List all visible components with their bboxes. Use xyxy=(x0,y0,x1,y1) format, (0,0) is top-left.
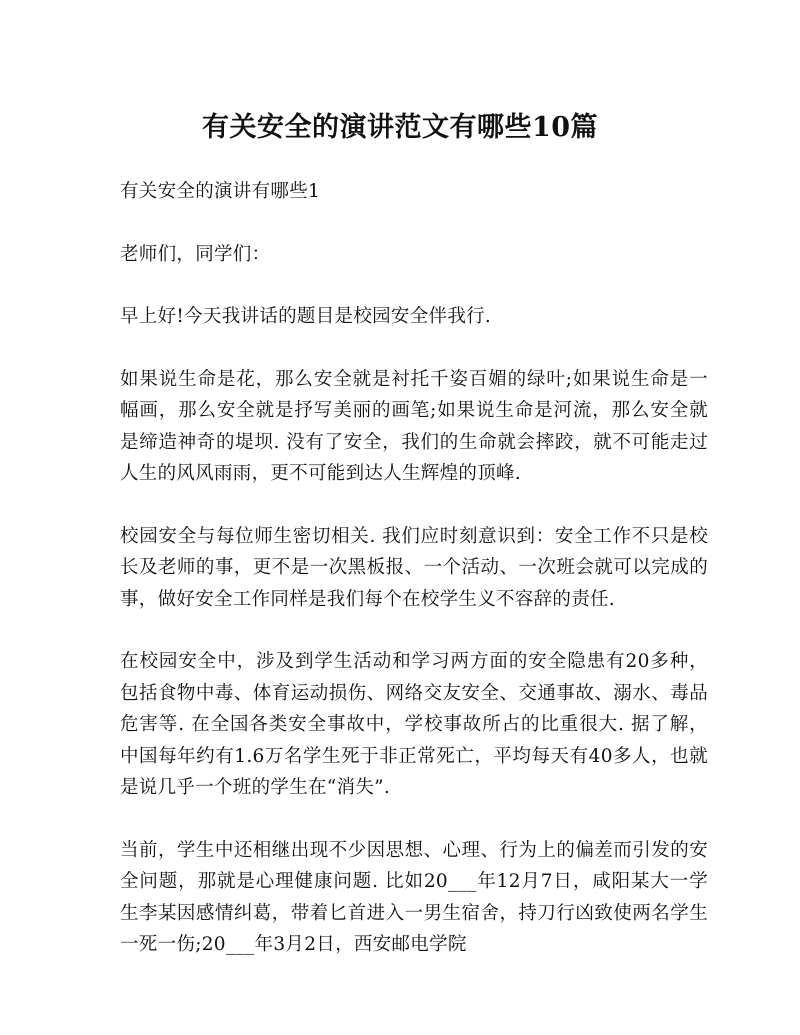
body-paragraph: 校园安全与每位师生密切相关. 我们应时刻意识到：安全工作不只是校长及老师的事，更不是一次黑板报、一个活动、一次班会就可以完成的事，做好安全工作同样是我们每个在校学生义不容辞的责任. xyxy=(120,525,708,610)
body-paragraph: 当前，学生中还相继出现不少因思想、心理、行为上的偏差而引发的安全问题，那就是心理健康问题. 比如20___年12月7日，咸阳某大一学生李某因感情纠葛，带着匕首进入一男生宿舍，持刀行凶致使两名学生一死一伤;20___年3月2日，西安邮电学院 xyxy=(120,839,708,955)
body-paragraph: 在校园安全中，涉及到学生活动和学习两方面的安全隐患有20多种，包括食物中毒、体育运动损伤、网络交友安全、交通事故、溺水、毒品危害等. 在全国各类安全事故中，学校事故所占的比重很大. 据了解，中国每年约有1.6万名学生死于非正常死亡，平均每天有40多人，也就是说几乎一个班的学生在“消失”. xyxy=(120,651,708,798)
greeting-paragraph: 早上好!今天我讲话的题目是校园安全伴我行. xyxy=(120,306,492,327)
document-body xyxy=(120,176,708,992)
salutation-paragraph: 老师们，同学们： xyxy=(120,243,271,265)
body-paragraph: 如果说生命是花，那么安全就是衬托千姿百媚的绿叶;如果说生命是一幅画，那么安全就是抒写美丽的画笔;如果说生命是河流，那么安全就是缔造神奇的堤坝. 没有了安全，我们的生命就会摔跤，就不可能走过人生的风风雨雨，更不可能到达人生辉煌的顶峰. xyxy=(120,368,708,484)
section-heading: 有关安全的演讲有哪些1 xyxy=(120,181,321,202)
document-title: 有关安全的演讲范文有哪些10篇 xyxy=(201,112,599,143)
